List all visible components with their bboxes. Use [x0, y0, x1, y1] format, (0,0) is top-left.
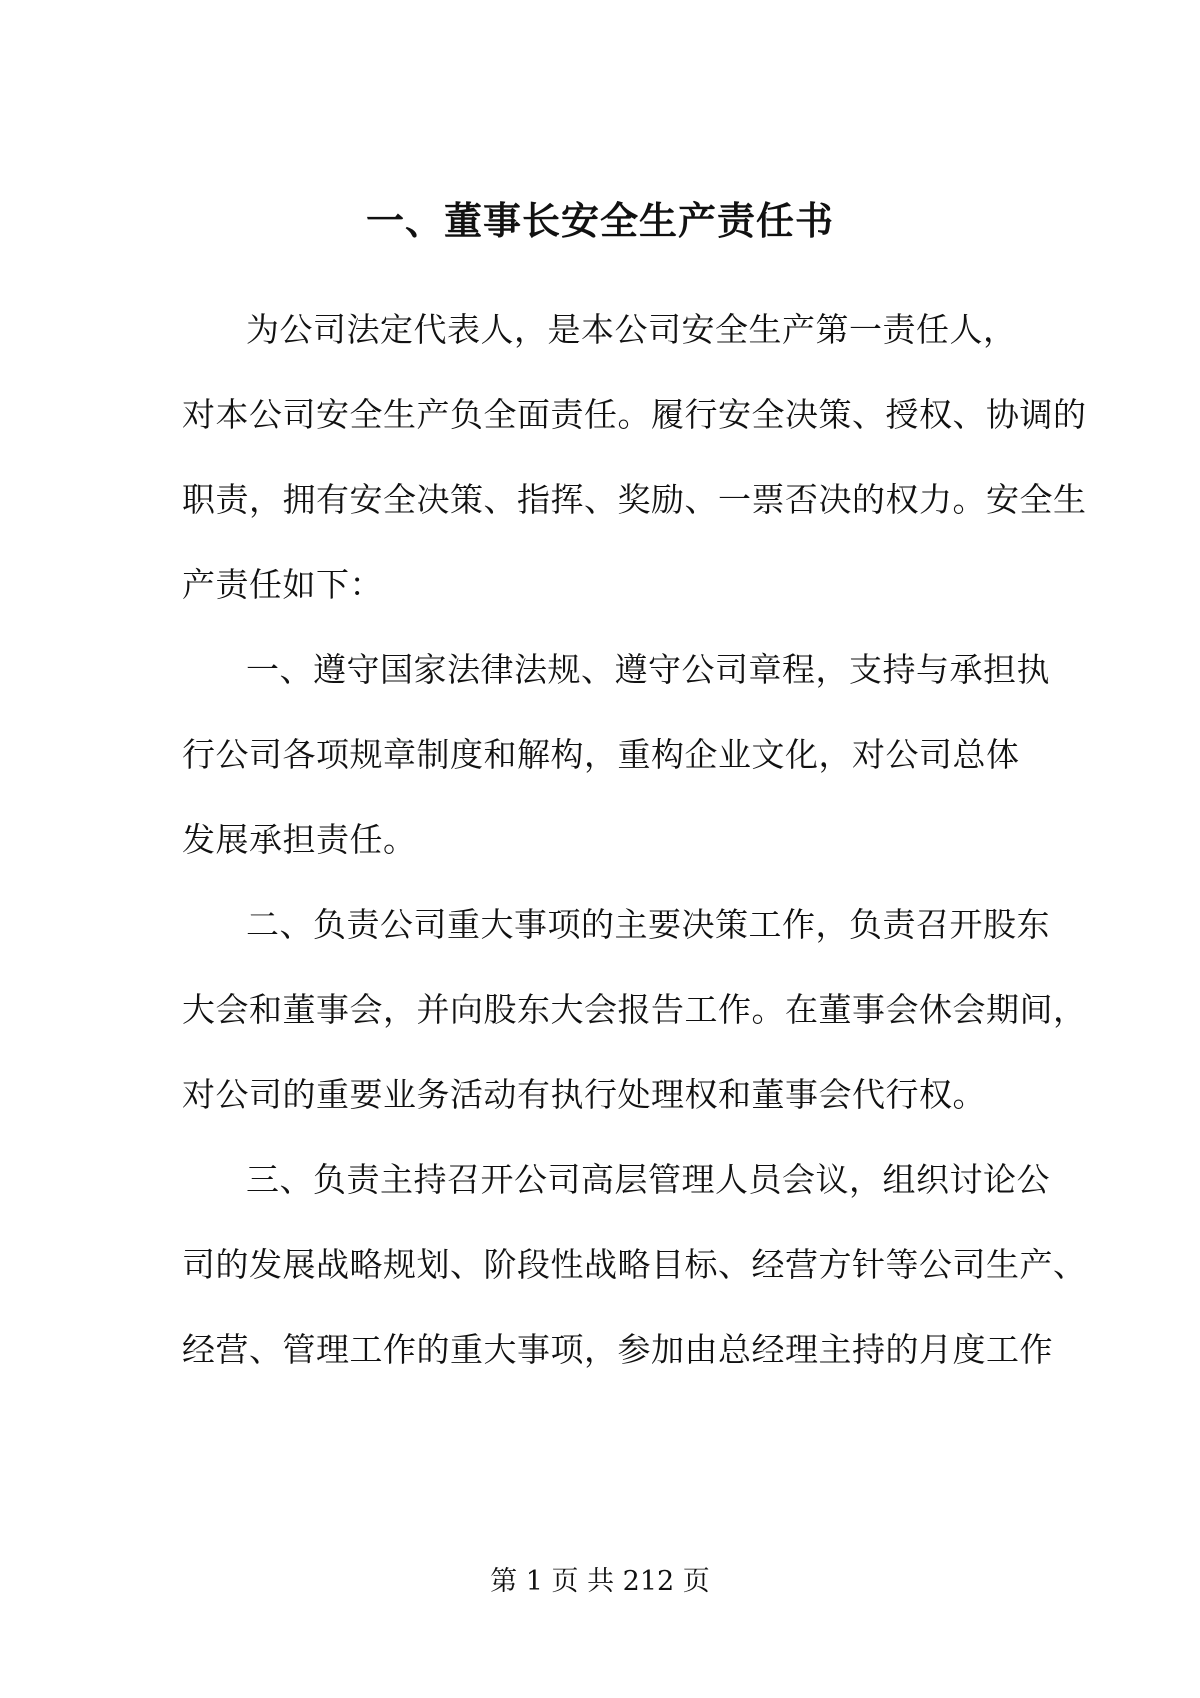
- paragraph-line: 对公司的重要业务活动有执行处理权和董事会代行权。: [182, 1075, 986, 1114]
- paragraph-line: 职责，拥有安全决策、指挥、奖励、一票否决的权力。安全生: [182, 480, 1087, 519]
- paragraph-line: 产责任如下：: [182, 565, 383, 604]
- paragraph-line: 一、遵守国家法律法规、遵守公司章程，支持与承担执: [246, 650, 1050, 689]
- paragraph-line: 二、负责公司重大事项的主要决策工作，负责召开股东: [246, 905, 1050, 944]
- paragraph-line: 行公司各项规章制度和解构，重构企业文化，对公司总体: [182, 735, 1020, 774]
- paragraph-line: 经营、管理工作的重大事项，参加由总经理主持的月度工作: [182, 1330, 1053, 1369]
- paragraph-line: 发展承担责任。: [182, 820, 417, 859]
- page-footer: 第 1 页 共 212 页: [490, 1566, 710, 1597]
- paragraph-line: 司的发展战略规划、阶段性战略目标、经营方针等公司生产、: [182, 1245, 1087, 1284]
- document-title: 一、董事长安全生产责任书: [365, 199, 834, 243]
- paragraph-line: 对本公司安全生产负全面责任。履行安全决策、授权、协调的: [182, 395, 1087, 434]
- paragraph-line: 三、负责主持召开公司高层管理人员会议，组织讨论公: [246, 1160, 1050, 1199]
- paragraph-line: 为公司法定代表人，是本公司安全生产第一责任人，: [246, 310, 1017, 349]
- paragraph-line: 大会和董事会，并向股东大会报告工作。在董事会休会期间，: [182, 990, 1087, 1029]
